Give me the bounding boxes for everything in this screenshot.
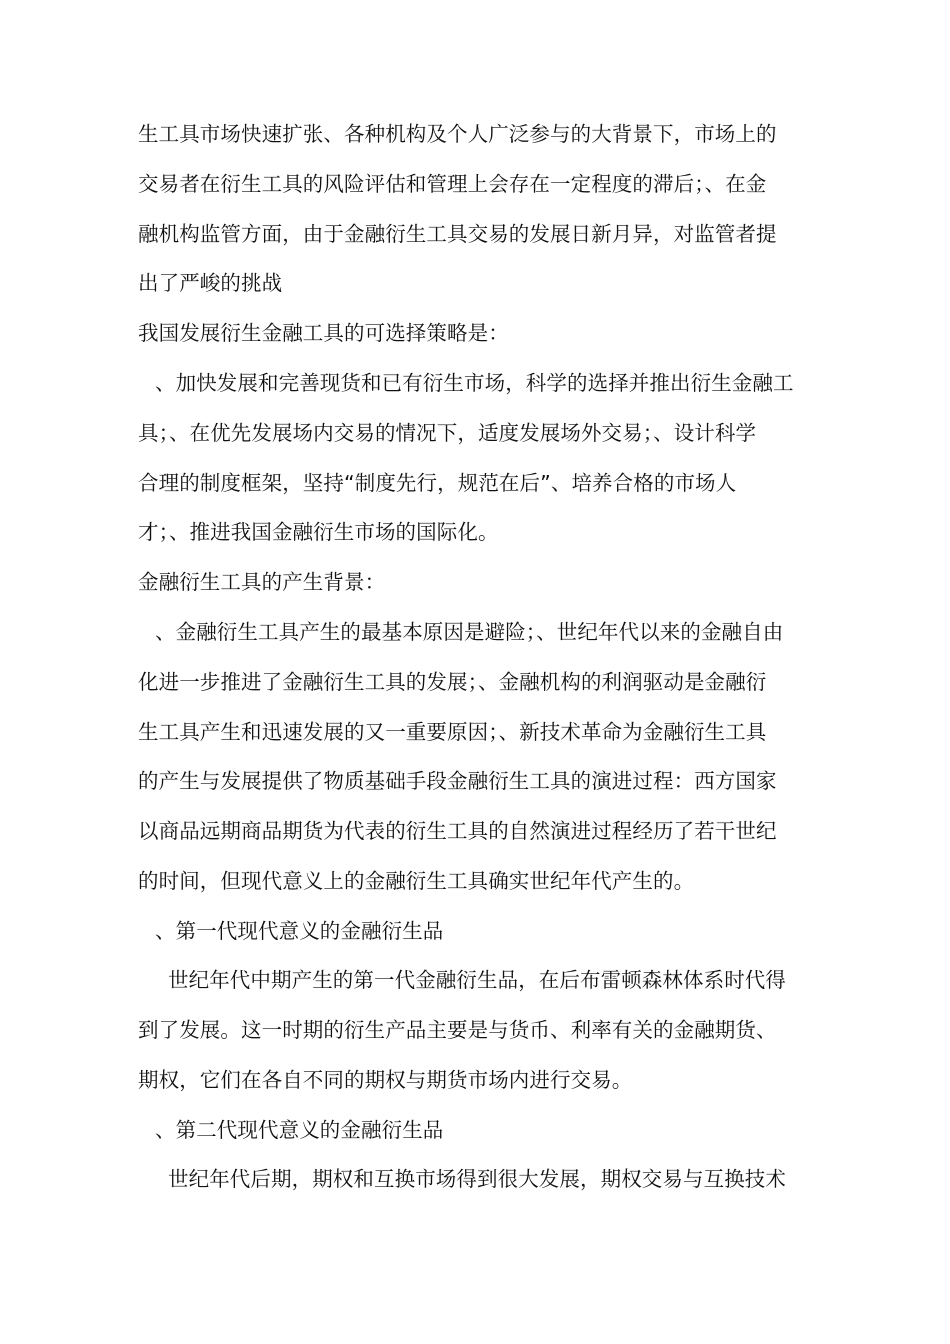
text-line: 生工具市场快速扩张、各种机构及个人广泛参与的大背景下，市场上的 bbox=[138, 122, 777, 146]
section-heading: 、第一代现代意义的金融衍生品 bbox=[155, 919, 444, 943]
text-line: 以商品远期商品期货为代表的衍生工具的自然演进过程经历了若干世纪 bbox=[138, 819, 777, 843]
text-line: 化进一步推进了金融衍生工具的发展；、金融机构的利润驱动是金融衍 bbox=[138, 670, 767, 694]
text-line: 到了发展。这一时期的衍生产品主要是与货币、利率有关的金融期货、 bbox=[138, 1018, 777, 1042]
section-heading: 金融衍生工具的产生背景： bbox=[138, 570, 386, 594]
section-heading: 我国发展衍生金融工具的可选择策略是： bbox=[138, 321, 509, 345]
text-line: 、加快发展和完善现货和已有衍生市场，科学的选择并推出衍生金融工 bbox=[155, 371, 794, 395]
text-line: 交易者在衍生工具的风险评估和管理上会存在一定程度的滞后；、在金 bbox=[138, 172, 767, 196]
text-line: 世纪年代后期，期权和互换市场得到很大发展，期权交易与互换技术 bbox=[168, 1167, 786, 1191]
section-heading: 、第二代现代意义的金融衍生品 bbox=[155, 1118, 444, 1142]
text-line: 才；、推进我国金融衍生市场的国际化。 bbox=[138, 520, 499, 544]
text-line: 出了严峻的挑战 bbox=[138, 271, 283, 295]
text-line: 期权，它们在各自不同的期权与期货市场内进行交易。 bbox=[138, 1068, 633, 1092]
text-line: 的产生与发展提供了物质基础手段金融衍生工具的演进过程：西方国家 bbox=[138, 769, 777, 793]
text-line: 具；、在优先发展场内交易的情况下，适度发展场外交易；、设计科学 bbox=[138, 421, 757, 445]
text-line: 世纪年代中期产生的第一代金融衍生品，在后布雷顿森林体系时代得 bbox=[168, 968, 786, 992]
text-line: 生工具产生和迅速发展的又一重要原因；、新技术革命为金融衍生工具 bbox=[138, 720, 767, 744]
text-line: 、金融衍生工具产生的最基本原因是避险；、世纪年代以来的金融自由 bbox=[155, 620, 784, 644]
text-line: 融机构监管方面，由于金融衍生工具交易的发展日新月异，对监管者提 bbox=[138, 222, 777, 246]
text-line: 合理的制度框架，坚持“制度先行，规范在后”、培养合格的市场人 bbox=[138, 471, 737, 495]
text-line: 的时间，但现代意义上的金融衍生工具确实世纪年代产生的。 bbox=[138, 869, 695, 893]
